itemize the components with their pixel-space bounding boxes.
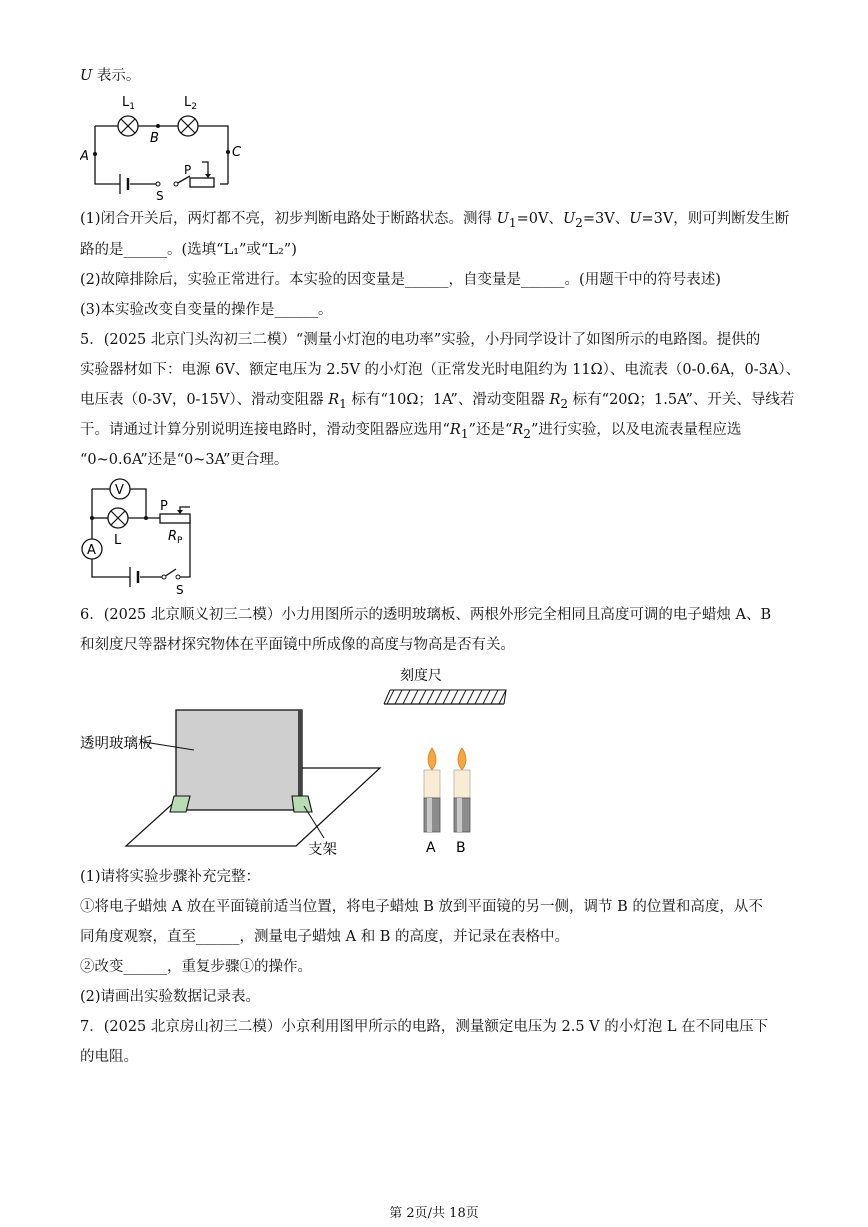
subscript: 2 <box>575 215 583 230</box>
ammeter-label: A <box>87 543 96 558</box>
candle-b-icon <box>454 748 470 832</box>
glass-label: 透明玻璃板 <box>80 736 153 752</box>
mirror-experiment-figure <box>78 660 518 860</box>
text: ”进行实验，以及电流表量程应选 <box>530 422 742 438</box>
ruler-icon <box>384 667 506 704</box>
text: 干。请通过计算分别说明连接电路时，滑动变阻器应选用“ <box>80 422 450 438</box>
lamp-l1-icon <box>118 116 138 136</box>
text-line <box>80 66 140 86</box>
q6-part1-line: (1)请将实验步骤补充完整： <box>80 869 261 885</box>
q7-line-2: 的电阻。 <box>80 1049 138 1065</box>
q4-part1-cont-line: 路的是______。(选填“L₁”或“L₂”) <box>80 242 297 258</box>
symbol-r2: R <box>549 392 561 408</box>
node-b-dot <box>156 124 160 128</box>
symbol-u1: U <box>496 211 509 227</box>
label-c: C <box>232 145 242 160</box>
symbol-r1: R <box>449 422 461 438</box>
subscript: 2 <box>560 396 569 411</box>
stand-left-icon <box>170 796 190 812</box>
label-l: L <box>114 533 122 548</box>
label-l2: $L_2$ <box>184 95 197 112</box>
label-rp: $R_P$ <box>168 529 183 546</box>
power-circuit-figure <box>78 474 238 596</box>
battery-icon <box>130 567 138 587</box>
symbol-r1: R <box>328 392 340 408</box>
glass-plate-icon <box>176 710 302 810</box>
label-l1: $L_1$ <box>122 95 135 112</box>
candle-b-label: B <box>456 840 466 856</box>
symbol-u2: U <box>562 211 576 227</box>
text: 表示。 <box>96 68 141 84</box>
page-footer: 第 2页/共 18页 <box>389 1206 479 1221</box>
candle-a-icon <box>424 748 440 832</box>
subscript: 1 <box>508 215 517 230</box>
label-p: P <box>184 163 192 177</box>
subscript: 1 <box>339 396 347 411</box>
switch-icon <box>156 182 178 186</box>
symbol-u: U <box>80 68 93 84</box>
stand-label: 支架 <box>308 842 337 858</box>
q4-part2-line: (2)故障排除后，实验正常进行。本实验的因变量是______，自变量是______。(用题干中的符号表述) <box>80 272 721 288</box>
label-s: S <box>156 189 164 202</box>
text: =3V、 <box>582 211 630 227</box>
voltmeter-icon <box>110 479 130 499</box>
q5-line-1: 5．(2025 北京门头沟初三二模）“测量小灯泡的电功率”实验，小丹同学设计了如图所示的电路图。提供的 <box>80 332 761 348</box>
label-p: P <box>160 499 168 514</box>
battery-icon <box>120 174 128 194</box>
lamp-l-icon <box>108 508 128 528</box>
text: =3V，则可判断发生断 <box>641 211 790 227</box>
symbol-u: U <box>629 211 642 227</box>
q6-line-1: 6．(2025 北京顺义初三二模）小力用图所示的透明玻璃板、两根外形完全相同且高度可调的电子蜡烛 A、B <box>80 607 772 623</box>
voltmeter-label: V <box>115 483 124 498</box>
text: 标有“10Ω；1A”、滑动变阻器 <box>346 392 550 408</box>
ammeter-icon <box>82 539 102 559</box>
switch-icon <box>162 575 180 579</box>
q7-line-1: 7．(2025 北京房山初三二模）小京利用图甲所示的电路，测量额定电压为 2.5 V 的小灯泡 L 在不同电压下 <box>80 1019 769 1035</box>
rheostat-icon <box>190 172 214 187</box>
ruler-label: 刻度尺 <box>400 668 442 684</box>
q6-line-2: 和刻度尺等器材探究物体在平面镜中所成像的高度与物高是否有关。 <box>80 637 515 653</box>
q6-step1-line-2: 同角度观察，直至______，测量电子蜡烛 A 和 B 的高度，并记录在表格中。 <box>80 929 570 945</box>
q6-part2-line: (2)请画出实验数据记录表。 <box>80 989 261 1005</box>
q6-step2-line: ②改变______，重复步骤①的操作。 <box>80 959 312 975</box>
q5-line-3 <box>80 390 794 414</box>
text: ”还是“ <box>468 422 513 438</box>
candle-a-label: A <box>426 840 436 856</box>
q5-line-5: “0~0.6A”还是“0~3A”更合理。 <box>80 452 289 468</box>
lamp-l2-icon <box>178 116 198 136</box>
node-a-dot <box>93 152 97 156</box>
text: 标有“20Ω；1.5A”、开关、导线若 <box>568 392 795 408</box>
junction-dot <box>90 516 94 520</box>
subscript: 1 <box>460 426 469 441</box>
series-circuit-figure <box>80 90 260 202</box>
junction-dot <box>144 516 148 520</box>
label-b: B <box>150 131 159 146</box>
node-c-dot <box>226 150 230 154</box>
q4-part1-line <box>80 209 789 233</box>
text: 电压表（0-3V，0-15V）、滑动变阻器 <box>80 392 329 408</box>
text: =0V、 <box>516 211 563 227</box>
q6-step1-line-1: ①将电子蜡烛 A 放在平面镜前适当位置，将电子蜡烛 B 放到平面镜的另一侧，调节 B 的位置和高度，从不 <box>80 899 763 915</box>
q4-part3-line: (3)本实验改变自变量的操作是______。 <box>80 302 333 318</box>
label-a: A <box>80 149 89 164</box>
subscript: 2 <box>523 426 531 441</box>
q5-line-4 <box>80 420 741 444</box>
label-s: S <box>176 583 184 596</box>
stand-right-icon <box>292 796 312 812</box>
text: (1)闭合开关后，两灯都不亮，初步判断电路处于断路状态。测得 <box>80 211 497 227</box>
symbol-r2: R <box>512 422 524 438</box>
q5-line-2: 实验器材如下：电源 6V、额定电压为 2.5V 的小灯泡（正常发光时电阻约为 11Ω）、电流表（0-0.6A，0-3A）、 <box>80 362 801 378</box>
